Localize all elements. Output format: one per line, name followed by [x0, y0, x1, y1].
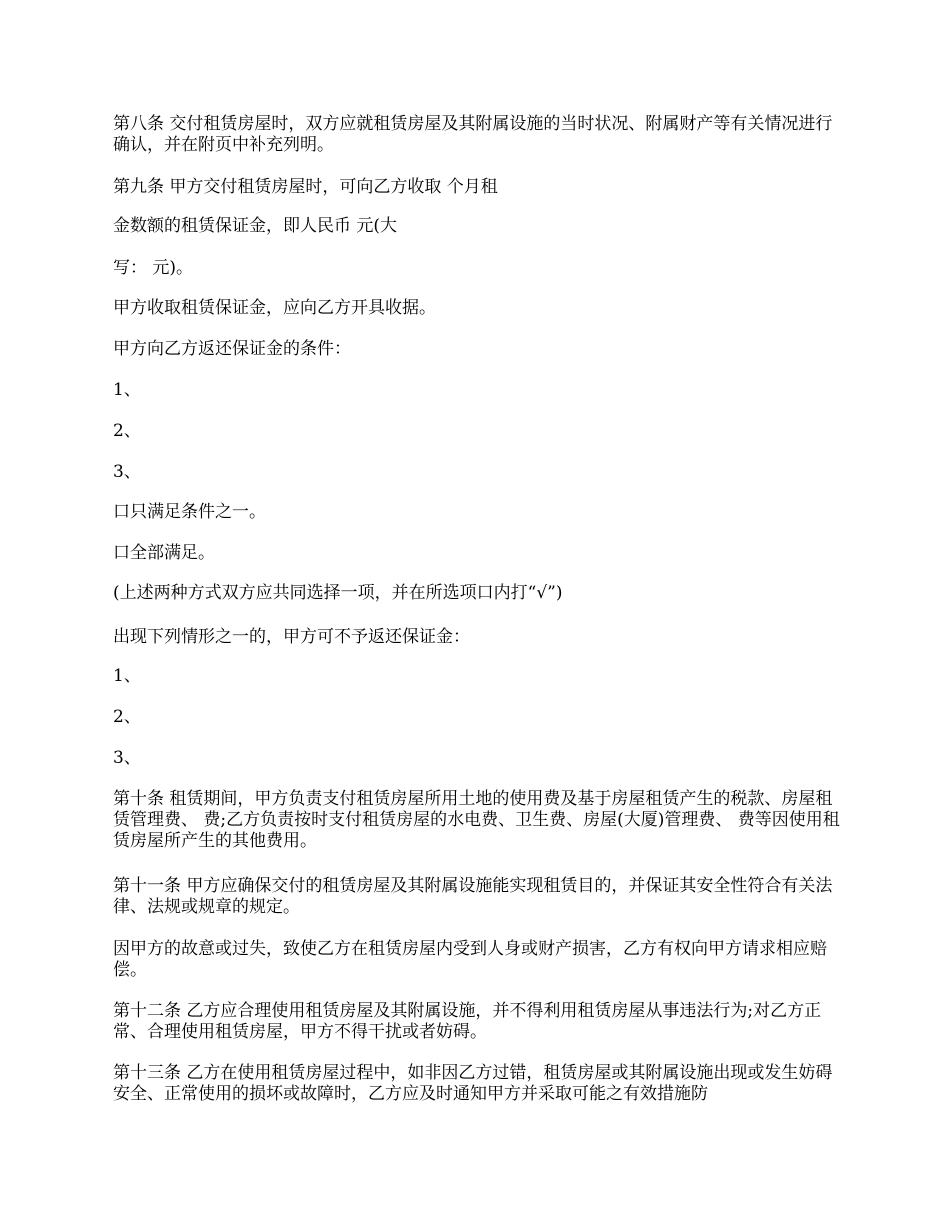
article-11: 第十一条 甲方应确保交付的租赁房屋及其附属设施能实现租赁目的，并保证其安全性符合有关法律、法规或规章的规定。 [113, 876, 833, 917]
article-13: 第十三条 乙方在使用租赁房屋过程中，如非因乙方过错，租赁房屋或其附属设施出现或发生妨碍安全、正常使用的损坏或故障时，乙方应及时通知甲方并采取可能之有效措施防 [113, 1063, 833, 1104]
article-11-compensation: 因甲方的故意或过失，致使乙方在租赁房屋内受到人身或财产损害，乙方有权向甲方请求相应赔偿。 [113, 939, 827, 980]
option-all: 口全部满足。 [113, 543, 215, 563]
deposit-receipt-text: 甲方收取租赁保证金，应向乙方开具收据。 [113, 298, 436, 318]
article-9-line-3: 写： 元)。 [113, 258, 194, 278]
return-condition-2: 2、 [113, 421, 141, 441]
return-condition-1: 1、 [113, 380, 141, 400]
return-conditions-heading: 甲方向乙方返还保证金的条件： [113, 339, 351, 359]
article-10: 第十条 租赁期间，甲方负责支付租赁房屋所用土地的使用费及基于房屋租赁产生的税款、房屋租赁管理费、 费;乙方负责按时支付租赁房屋的水电费、卫生费、房屋(大厦)管理费、 费等因使用租赁房屋所产生的其他费用。 [113, 789, 840, 851]
return-condition-3: 3、 [113, 462, 141, 482]
option-any-one: 口只满足条件之一。 [113, 502, 266, 522]
article-12: 第十二条 乙方应合理使用租赁房屋及其附属设施，并不得利用租赁房屋从事违法行为;对乙方正常、合理使用租赁房屋，甲方不得干扰或者妨碍。 [113, 1001, 822, 1042]
non-return-case-1: 1、 [113, 666, 141, 686]
non-return-heading: 出现下列情形之一的，甲方可不予返还保证金： [113, 627, 470, 647]
article-9-line-1: 第九条 甲方交付租赁房屋时，可向乙方收取 个月租 [113, 177, 498, 197]
option-instruction: (上述两种方式双方应共同选择一项，并在所选项口内打“√”) [113, 583, 563, 603]
article-8: 第八条 交付租赁房屋时，双方应就租赁房屋及其附属设施的当时状况、附属财产等有关情况进行确认，并在附页中补充列明。 [113, 114, 833, 155]
non-return-case-2: 2、 [113, 707, 141, 727]
non-return-case-3: 3、 [113, 748, 141, 768]
article-9-line-2: 金数额的租赁保证金，即人民币 元(大 [113, 216, 398, 236]
